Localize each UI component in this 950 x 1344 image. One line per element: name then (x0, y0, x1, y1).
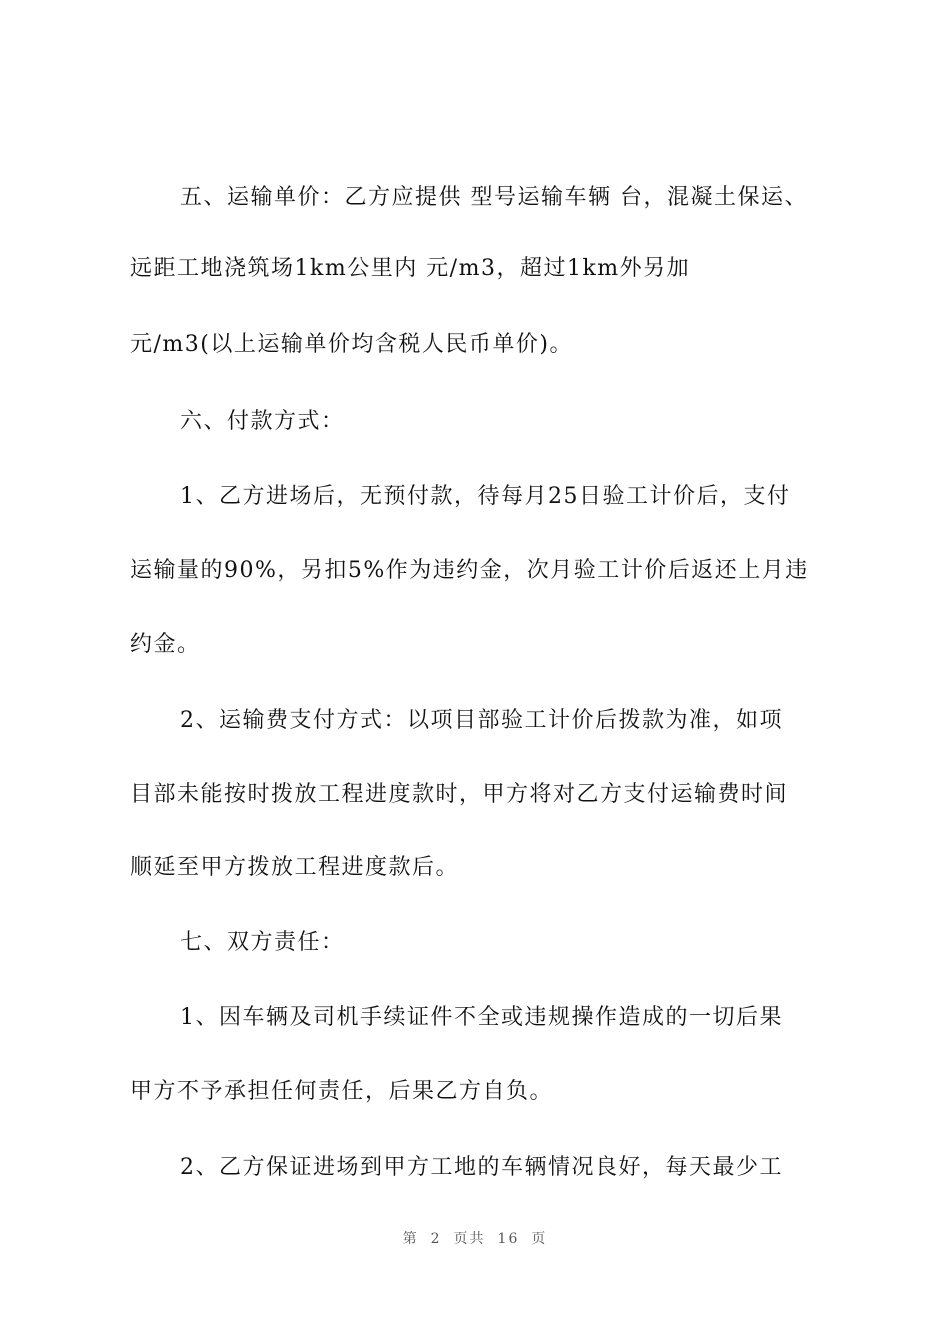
page-footer (0, 1228, 950, 1248)
section-heading: 七、双方责任： (180, 930, 345, 955)
footer-label-of: 页共 (453, 1231, 486, 1247)
footer-label-end: 页 (531, 1231, 548, 1247)
text-line: 2、运输费支付方式：以项目部验工计价后拨款为准，如项 (180, 708, 783, 733)
text-line: 运输量的90%，另扣5%作为违约金，次月验工计价后返还上月违 (130, 558, 809, 583)
text-line: 约金。 (130, 632, 201, 657)
text-line: 五、运输单价：乙方应提供 型号运输车辆 台，混凝土保运、 (180, 185, 808, 210)
text-line: 1、乙方进场后，无预付款，待每月25日验工计价后，支付 (180, 484, 791, 509)
footer-total-pages: 16 (497, 1231, 520, 1247)
text-line: 甲方不予承担任何责任，后果乙方自负。 (130, 1079, 554, 1104)
text-line: 顺延至甲方拨放工程进度款后。 (130, 855, 460, 880)
footer-label-page: 第 (402, 1231, 419, 1247)
footer-current-page: 2 (430, 1231, 442, 1247)
text-line: 元/m3(以上运输单价均含税人民币单价)。 (130, 332, 573, 357)
text-line: 1、因车辆及司机手续证件不全或违规操作造成的一切后果 (180, 1005, 783, 1030)
text-line: 目部未能按时拨放工程进度款时，甲方将对乙方支付运输费时间 (130, 782, 789, 807)
text-line: 2、乙方保证进场到甲方工地的车辆情况良好，每天最少工 (180, 1155, 783, 1180)
text-line: 远距工地浇筑场1km公里内 元/m3，超过1km外另加 (130, 256, 691, 281)
section-heading: 六、付款方式： (180, 409, 345, 434)
